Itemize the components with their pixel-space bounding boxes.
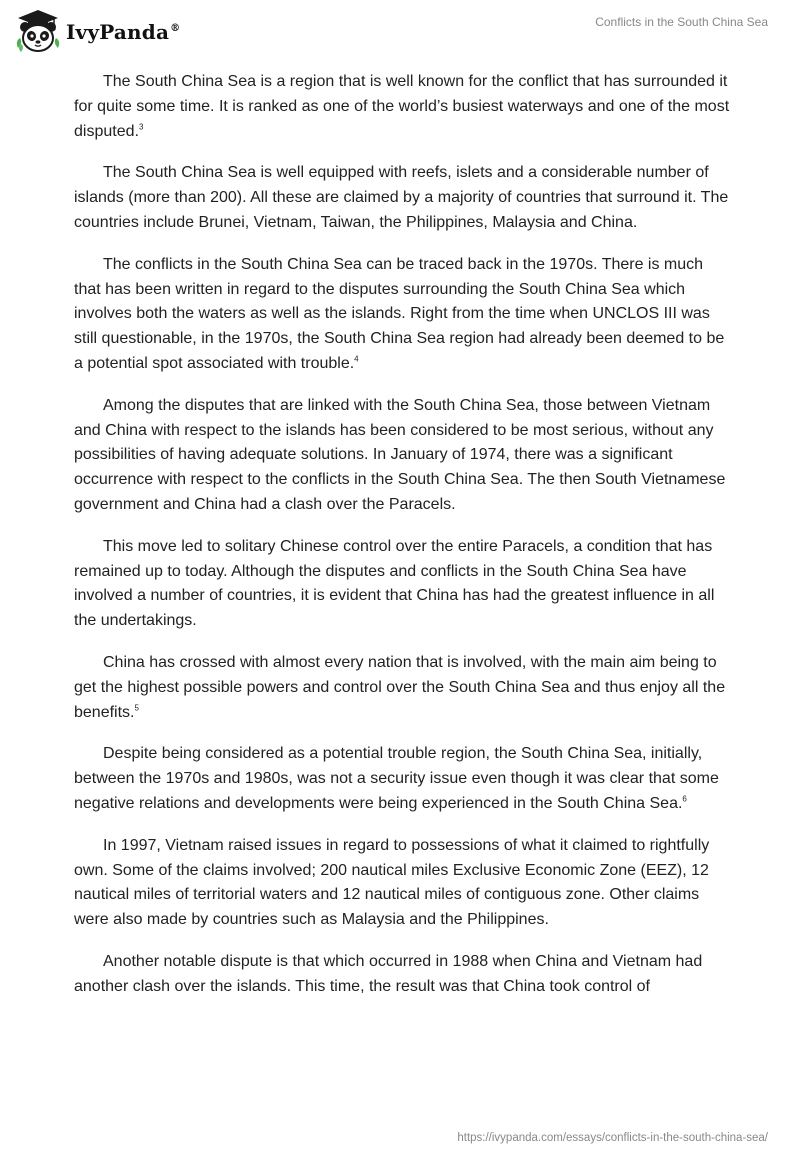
logo-text: IvyPanda® [66, 20, 181, 44]
paragraph-6: China has crossed with almost every nation that is involved, with the main aim being to get the highest possible powers and control over the South China Sea and thus enjoy all the benefits.$^5$ [74, 653, 726, 721]
paragraph-5: This move led to solitary Chinese control over the entire Paracels, a condition that has remained up to today. Although the disputes and conflicts in the South China Sea have involved a number of countries, it is evident that China has had the greatest influence in all the undertakings. [74, 537, 715, 630]
essay-body [74, 70, 730, 1017]
paragraph-3: The conflicts in the South China Sea can be traced back in the 1970s. There is much that has been written in regard to the disputes surrounding the South China Sea which involves both the waters as well as the islands. Right from the time when UNCLOS III was still questionable, in the 1970s, the South China Sea region had already been deemed to be a potential spot associated with trouble.$^4$ [74, 255, 725, 372]
paragraph-7: Despite being considered as a potential trouble region, the South China Sea, initially, between the 1970s and 1980s, was not a security issue even though it was clear that some negative relations and developments were being experienced in the South China Sea.$^6$ [74, 745, 719, 812]
footnote-ref-4[interactable]: 4 [354, 354, 359, 364]
source-url-link[interactable]: https://ivypanda.com/essays/conflicts-in-the-south-china-sea/ [457, 1132, 768, 1144]
paragraph-9: Another notable dispute is that which occurred in 1988 when China and Vietnam had another clash over the islands. This time, the result was that China took control of [74, 952, 703, 995]
panda-graduate-icon [14, 8, 62, 56]
footnote-ref-5[interactable]: 5 [134, 703, 139, 713]
paragraph-4: Among the disputes that are linked with the South China Sea, those between Vietnam and China with respect to the islands has been considered to be most serious, without any possibilities of having adequate solutions. In January of 1974, there was a significant occurrence with respect to the conflicts in the South China Sea. The then South Vietnamese government and China had a clash over the Paracels. [74, 396, 726, 513]
footnote-ref-6[interactable]: 6 [682, 794, 687, 804]
paragraph-8: In 1997, Vietnam raised issues in regard to possessions of what it claimed to rightfully own. Some of the claims involved; 200 nautical miles Exclusive Economic Zone (EEZ), 12 nautical miles of territorial waters and 12 nautical miles of contiguous zone. Other claims were also made by countries such as Malaysia and the Philippines. [74, 836, 710, 929]
footnote-ref-3[interactable]: 3 [138, 122, 144, 132]
page-header [0, 0, 800, 64]
ivypanda-logo[interactable] [14, 8, 180, 56]
paragraph-2: The South China Sea is well equipped with reefs, islets and a considerable number of islands (more than 200). All these are claimed by a majority of countries that surround it. The countries include Brunei, Vietnam, Taiwan, the Philippines, Malaysia and China. [74, 164, 729, 231]
paragraph-1: The South China Sea is a region that is well known for the conflict that has surrounded it for quite some time. It is ranked as one of the world’s busiest waterways and one of the most disputed.$^3$ [74, 73, 730, 140]
document-title: Conflicts in the South China Sea [595, 15, 768, 29]
